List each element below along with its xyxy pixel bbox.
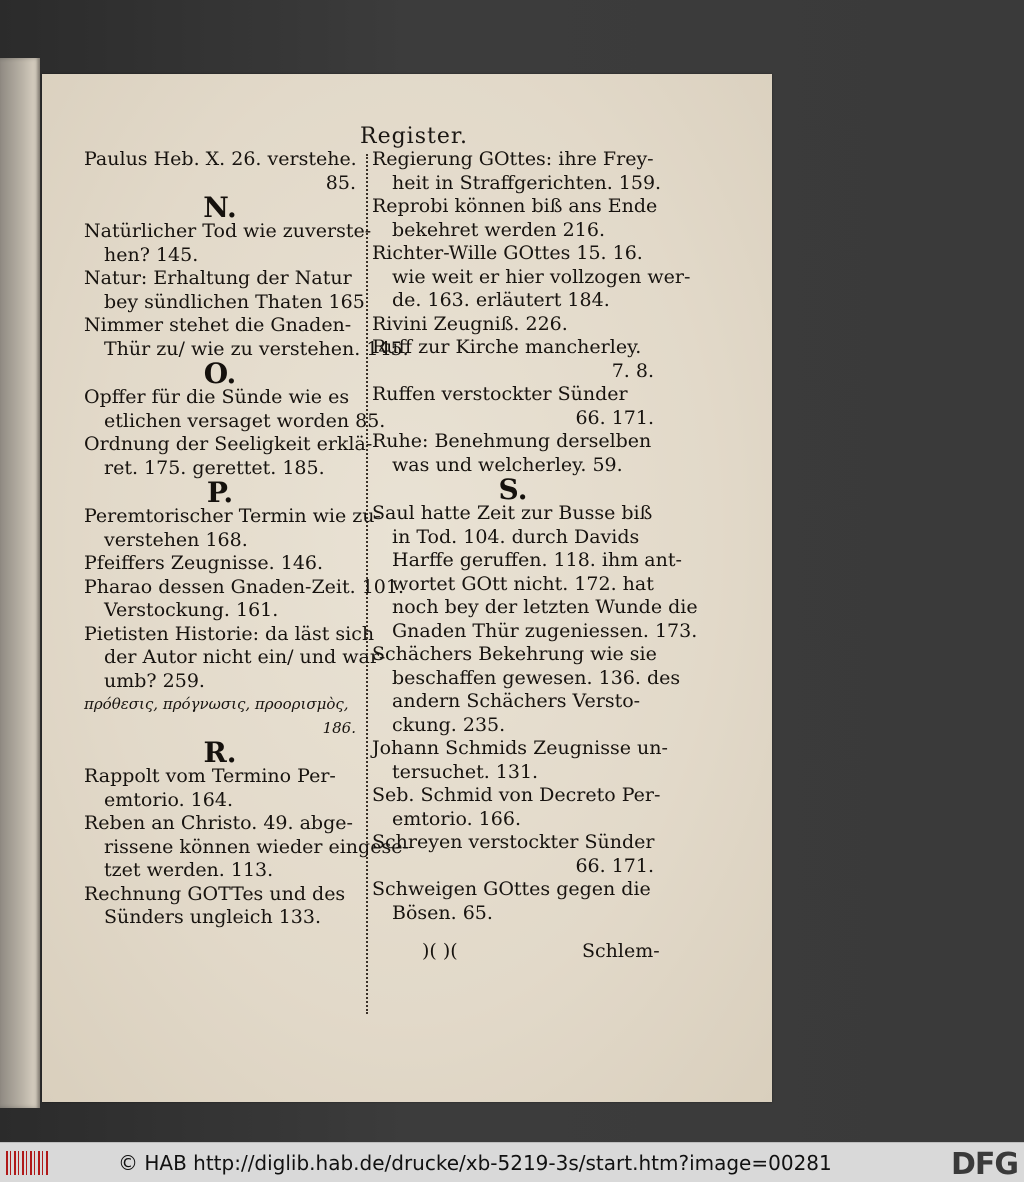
entry-line: Thür zu/ wie zu verstehen. 145. [104,337,409,360]
copyright-link[interactable]: © HAB http://diglib.hab.de/drucke/xb-5219-3s/start.htm?image=00281 [118,1151,832,1175]
section-letter: P. [206,476,234,509]
index-entry [84,433,373,480]
entry-line: der Autor nicht ein/ und war- [104,646,386,668]
index-entry [372,643,681,737]
left-column [84,148,409,930]
index-entry [84,220,372,267]
entry-line: Reprobi können biß ans Ende [372,195,658,217]
entry-line: 186. [322,718,356,737]
footer-bar [0,1142,1024,1182]
index-entry [84,765,356,812]
entry-line: Pietisten Historie: da läst sich [84,622,375,645]
index-entry [372,831,654,878]
index-entry [84,693,356,740]
scanned-page [42,74,772,1102]
entry-line: 7. 8. [611,359,654,382]
index-entry [372,313,654,337]
index-entry [372,242,691,313]
entry-line: Ordnung der Seeligkeit erklä- [84,433,373,455]
signature-mark: )( )( [422,940,458,962]
entry-line: Bösen. 65. [392,901,493,924]
entry-line: Gnaden Thür zugeniessen. 173. [392,619,698,642]
entry-line: Seb. Schmid von Decreto Per- [372,784,661,806]
entry-line: Rappolt vom Termino Per- [84,765,336,787]
section-letter: N. [203,191,237,224]
index-entry [372,784,661,831]
entry-line: Harffe geruffen. 118. ihm ant- [392,549,682,571]
entry-line: etlichen versaget worden 85. [104,409,386,432]
entry-line: Ruhe: Benehmung derselben [372,430,652,452]
previous-page-edge [0,58,40,1108]
entry-line: Natürlicher Tod wie zuverste- [84,220,372,242]
entry-line: umb? 259. [104,669,205,692]
entry-line: Pharao dessen Gnaden-Zeit. 101. [84,575,405,598]
entry-line: wortet GOtt nicht. 172. hat [392,572,654,595]
index-entry [84,505,381,552]
index-entry [372,383,654,430]
entry-line: emtorio. 164. [104,788,233,811]
running-header: Register. [360,124,468,149]
index-entry [372,878,654,925]
entry-line: wie weit er hier vollzogen wer- [392,265,691,288]
entry-line: emtorio. 166. [392,807,521,830]
entry-line: Paulus Heb. X. 26. verstehe. [84,148,357,170]
entry-line: hen? 145. [104,243,199,266]
entry-line: Opffer für die Sünde wie es [84,386,350,408]
section-letter: R. [203,736,237,769]
entry-line: in Tod. 104. durch Davids [392,525,640,548]
entry-line: tzet werden. 113. [104,859,274,881]
entry-line: ret. 175. gerettet. 185. [104,456,325,479]
index-entry [84,148,356,195]
entry-line: was und welcherley. 59. [392,453,623,476]
entry-line: Natur: Erhaltung der Natur [84,267,352,289]
index-entry [84,314,409,361]
entry-line: Schweigen GOttes gegen die [372,878,651,900]
entry-line: noch bey der letzten Wunde die [392,596,698,618]
entry-line: Nimmer stehet die Gnaden- [84,314,352,336]
entry-line: bey sündlichen Thaten 165 [104,290,365,313]
entry-line: 66. 171. [575,854,654,877]
index-entry [372,148,662,195]
entry-line: πρόθεσις, πρόγνωσις, προορισμὸς, [84,695,349,713]
entry-line: Richter-Wille GOttes 15. 16. [372,242,643,264]
entry-line: bekehret werden 216. [392,218,605,241]
entry-line: Schächers Bekehrung wie sie [372,643,657,665]
entry-line: Rivini Zeugniß. 226. [372,312,568,335]
entry-line: heit in Straffgerichten. 159. [392,171,662,194]
dfg-logo: DFG [950,1147,1018,1182]
index-entry [84,575,405,623]
hab-logo-icon [6,1151,48,1175]
entry-line: Schreyen verstockter Sünder [372,831,655,853]
entry-line: Pfeiffers Zeugnisse. 146. [84,552,324,574]
index-entry [84,552,356,576]
entry-line: Verstockung. 161. [104,599,279,621]
entry-line: Regierung GOttes: ihre Frey- [372,148,654,170]
entry-line: Johann Schmids Zeugnisse un- [372,737,668,759]
entry-line: andern Schächers Versto- [392,690,641,712]
right-column [372,148,698,925]
index-entry [372,336,654,383]
index-entry [372,195,658,242]
entry-line: rissene können wieder eingese- [104,835,409,858]
section-letter: S. [498,473,528,506]
index-entry [84,622,386,694]
entry-line: ckung. 235. [392,713,506,736]
index-entry [84,812,409,883]
index-entry [372,430,654,477]
entry-line: de. 163. erläutert 184. [392,289,610,311]
entry-line: Reben an Christo. 49. abge- [84,812,353,834]
index-entry [84,883,356,930]
section-letter: O. [203,357,237,390]
index-entry [84,267,365,314]
index-entry [372,737,668,784]
index-entry [84,386,386,433]
entry-line: beschaffen gewesen. 136. des [392,666,681,689]
entry-line: tersuchet. 131. [392,760,539,783]
entry-line: Sünders ungleich 133. [104,906,322,928]
entry-line: 85. [325,171,356,194]
entry-line: Ruff zur Kirche mancherley. [372,336,642,358]
entry-line: 66. 171. [575,406,654,429]
entry-line: Ruffen verstockter Sünder [372,383,628,405]
entry-line: Rechnung GOTTes und des [84,882,346,905]
entry-line: Peremtorischer Termin wie zu- [84,505,381,527]
entry-line: Saul hatte Zeit zur Busse biß [372,502,653,524]
entry-line: verstehen 168. [104,528,248,551]
catchword: Schlem- [582,940,660,962]
index-entry [372,502,698,643]
